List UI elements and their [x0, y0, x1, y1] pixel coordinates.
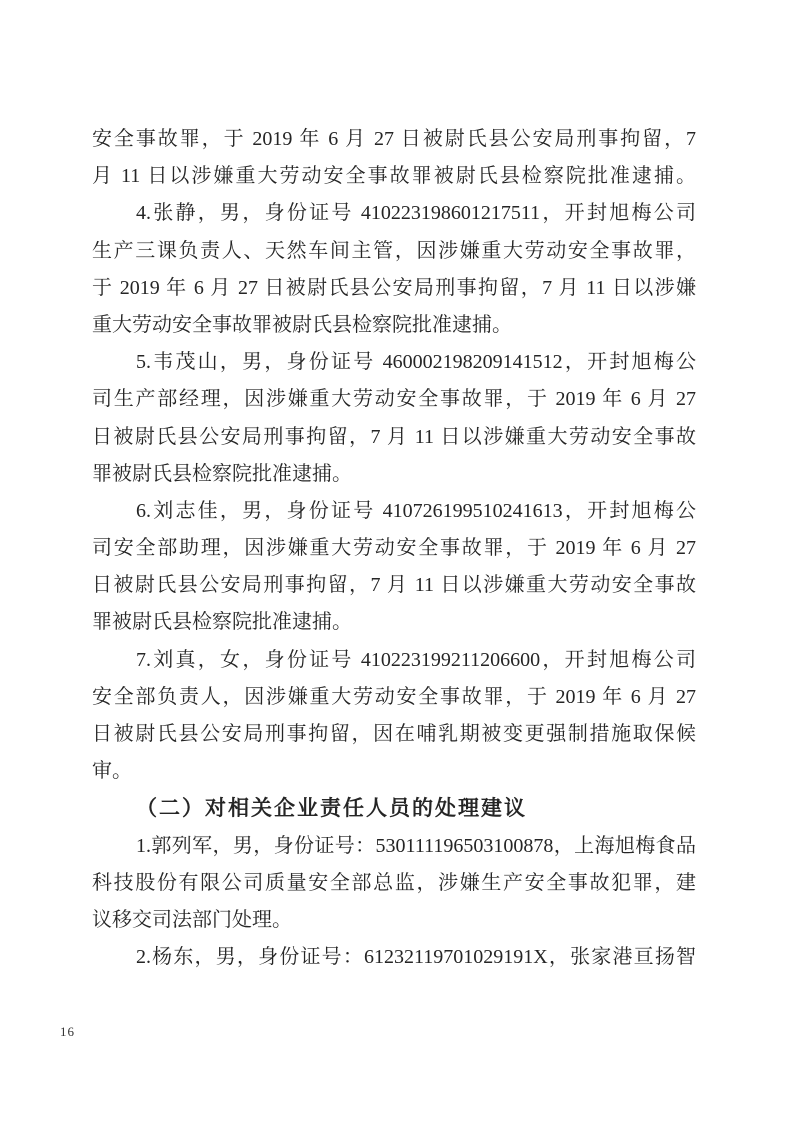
text-line: 司生产部经理，因涉嫌重大劳动安全事故罪，于 2019 年 6 月 27 [92, 388, 696, 411]
text-line: 罪被尉氏县检察院批准逮捕。 [92, 611, 352, 634]
para-item1-guoliejun [92, 828, 696, 940]
text-line: 科技股份有限公司质量安全部总监，涉嫌生产安全事故犯罪，建 [92, 871, 696, 894]
para-item7-liuzhen [92, 642, 696, 791]
para-item6-liuzhijia [92, 493, 696, 642]
text-line: 日被尉氏县公安局刑事拘留，7 月 11 日以涉嫌重大劳动安全事故 [92, 574, 696, 597]
text-line: 审。 [92, 760, 132, 783]
text-line: 安全部负责人，因涉嫌重大劳动安全事故罪，于 2019 年 6 月 27 [92, 685, 696, 708]
text-line: 5.韦茂山，男，身份证号 460002198209141512，开封旭梅公 [136, 351, 696, 374]
text-line: 2.杨东，男，身份证号：61232119701029191X，张家港亘扬智 [136, 946, 696, 969]
text-line: 生产三课负责人、天然车间主管，因涉嫌重大劳动安全事故罪， [92, 239, 696, 262]
text-line: 议移交司法部门处理。 [92, 908, 292, 931]
para-continuation-item3 [92, 121, 696, 195]
page-number: 16 [60, 1024, 75, 1039]
para-item4-zhangjing [92, 195, 696, 344]
text-line: 4.张静，男，身份证号 410223198601217511，开封旭梅公司 [136, 202, 696, 225]
text-line: 1.郭列军，男，身份证号：530111196503100878，上海旭梅食品 [136, 834, 696, 857]
para-item2-yangdong [92, 939, 696, 976]
text-line: 7.刘真，女，身份证号 410223199211206600，开封旭梅公司 [136, 648, 696, 671]
text-line: 安全事故罪，于 2019 年 6 月 27 日被尉氏县公安局刑事拘留，7 [92, 128, 696, 150]
text-line: 日被尉氏县公安局刑事拘留，因在哺乳期被变更强制措施取保候 [92, 723, 696, 745]
document-body [92, 121, 696, 976]
text-line: 重大劳动安全事故罪被尉氏县检察院批准逮捕。 [92, 313, 512, 336]
para-item5-weimaoshan [92, 344, 696, 493]
text-line: 月 11 日以涉嫌重大劳动安全事故罪被尉氏县检察院批准逮捕。 [92, 165, 696, 188]
text-line: 日被尉氏县公安局刑事拘留，7 月 11 日以涉嫌重大劳动安全事故 [92, 425, 696, 448]
heading-section-2 [92, 790, 696, 827]
text-line: （二）对相关企业责任人员的处理建议 [136, 796, 527, 821]
text-line: 6.刘志佳，男，身份证号 410726199510241613，开封旭梅公 [136, 499, 696, 522]
text-line: 于 2019 年 6 月 27 日被尉氏县公安局刑事拘留，7 月 11 日以涉嫌 [92, 276, 696, 299]
text-line: 司安全部助理，因涉嫌重大劳动安全事故罪，于 2019 年 6 月 27 [92, 537, 696, 560]
text-line: 罪被尉氏县检察院批准逮捕。 [92, 462, 352, 485]
